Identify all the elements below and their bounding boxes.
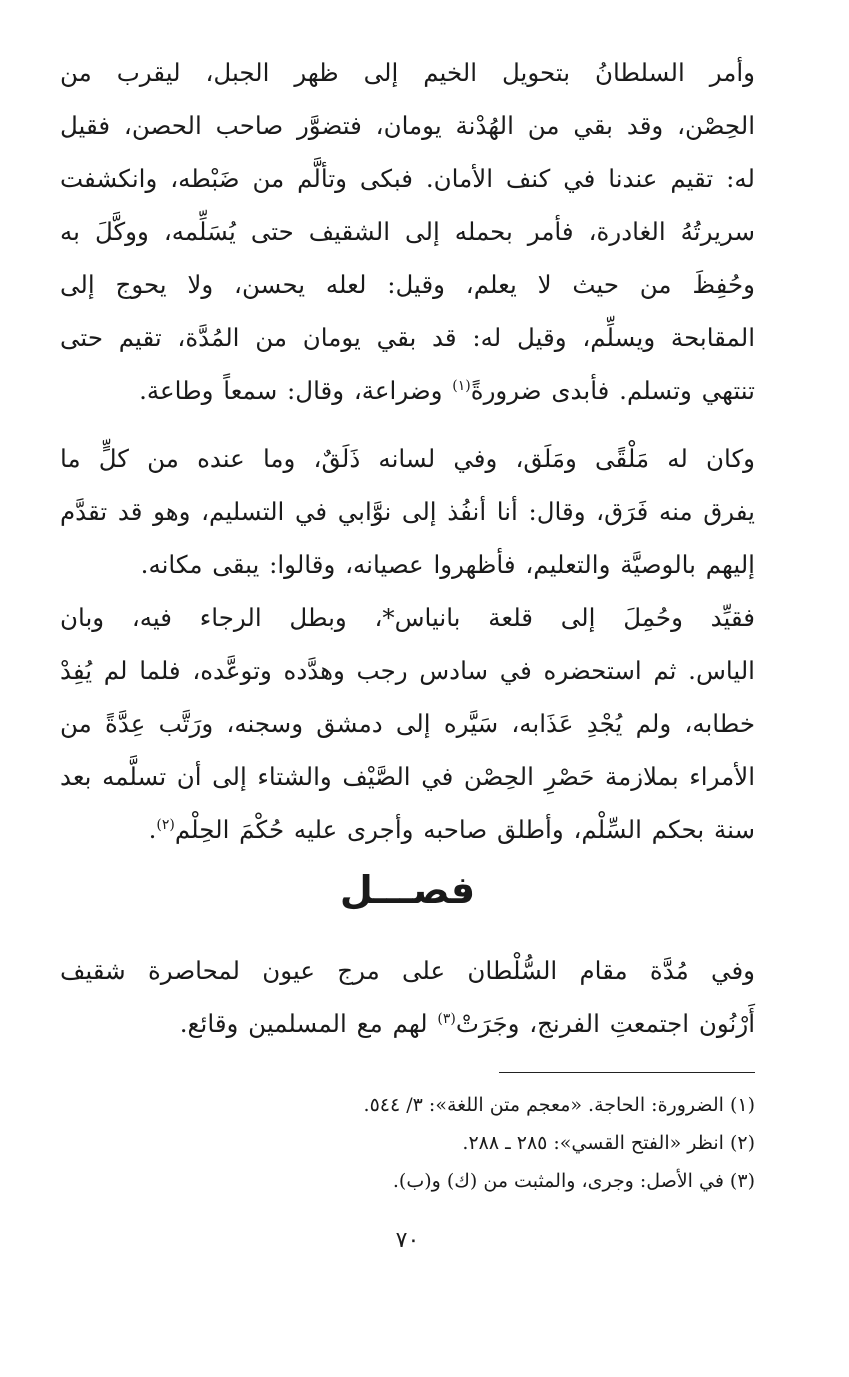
footnote-3: (٣) في الأصل: وجرى، والمثبت من (ك) و(ب). <box>392 1170 755 1192</box>
text-line <box>60 997 755 1050</box>
paragraph-2 <box>60 432 755 591</box>
text-segment: تنتهي وتسلم. فأبدى ضرورةً <box>470 376 755 405</box>
footnote-marker-2: (٢) <box>156 816 175 833</box>
footnote-marker-1: (١) <box>452 377 471 394</box>
text-line: له: تقيم عندنا في كنف الأمان. فبكى وتألَّم من ضَبْطه، وانكشفت <box>60 164 755 193</box>
text-segment: سنة بحكم السِّلْم، وأطلق صاحبه وأجرى عليه حُكْمَ الحِلْم <box>174 815 755 844</box>
footnote-divider <box>499 1072 755 1073</box>
text-line: إليهم بالوصيَّة والتعليم، فأظهروا عصيانه، وقالوا: يبقى مكانه. <box>140 550 755 579</box>
text-line: الحِصْن، وقد بقي من الهُدْنة يومان، فتضوَّر صاحب الحصن، فقيل <box>60 111 755 140</box>
footnote-2: (٢) انظر «الفتح القسي»: ٢٨٥ ـ ٢٨٨. <box>462 1132 755 1154</box>
footnote-marker-3: (٣) <box>437 1010 456 1027</box>
paragraph-4 <box>60 944 755 1050</box>
page-number: ٧٠ <box>395 1228 420 1253</box>
text-line: فقيِّد وحُمِلَ إلى قلعة بانياس*، وبطل الرجاء فيه، وبان <box>60 603 755 632</box>
text-segment: أَرْنُون اجتمعتِ الفرنج، وجَرَتْ <box>455 1009 755 1038</box>
text-line: الأمراء بملازمة حَصْرِ الحِصْن في الصَّيْف والشتاء إلى أن تسلَّمه بعد <box>60 762 755 791</box>
text-line: وفي مُدَّة مقام السُّلْطان على مرج عيون لمحاصرة شقيف <box>60 956 755 985</box>
text-line: سريرتُهُ الغادرة، فأمر بحمله إلى الشقيف حتى يُسَلِّمه، ووكَّلَ به <box>60 217 755 246</box>
footnote-1: (١) الضرورة: الحاجة. «معجم متن اللغة»: ٣/ ٥٤٤. <box>363 1094 755 1116</box>
text-line: وكان له مَلْقًى ومَلَق، وفي لسانه ذَلَقٌ، وما عنده من كلٍّ ما <box>60 444 755 473</box>
text-line: يفرق منه فَرَق، وقال: أنا أنفُذ إلى نوَّابي في التسليم، وهو قد تقدَّم <box>60 497 755 526</box>
text-line: وأمر السلطانُ بتحويل الخيم إلى ظهر الجبل، ليقرب من <box>60 58 755 87</box>
text-line <box>60 364 755 417</box>
section-heading: فصـــل <box>339 868 476 912</box>
text-line <box>60 803 755 856</box>
text-segment: وضراعة، وقال: سمعاً وطاعة. <box>139 376 453 405</box>
paragraph-3 <box>60 591 755 856</box>
book-page <box>60 0 755 1377</box>
text-line: الياس. ثم استحضره في سادس رجب وهدَّده وتوعَّده، فلما لم يُفِدْ <box>60 656 755 685</box>
text-line: المقابحة ويسلِّم، وقيل له: قد بقي يومان من المُدَّة، تقيم حتى <box>60 323 755 352</box>
paragraph-1 <box>60 46 755 417</box>
footnotes <box>60 1086 755 1200</box>
text-segment: لهم مع المسلمين وقائع. <box>179 1009 438 1038</box>
text-line: خطابه، ولم يُجْدِ عَذَابه، سَيَّره إلى دمشق وسجنه، ورَتَّب عِدَّةً من <box>60 709 755 738</box>
text-line: وحُفِظَ من حيث لا يعلم، وقيل: لعله يحسن، ولا يحوج إلى <box>60 270 755 299</box>
text-segment: . <box>148 815 157 844</box>
